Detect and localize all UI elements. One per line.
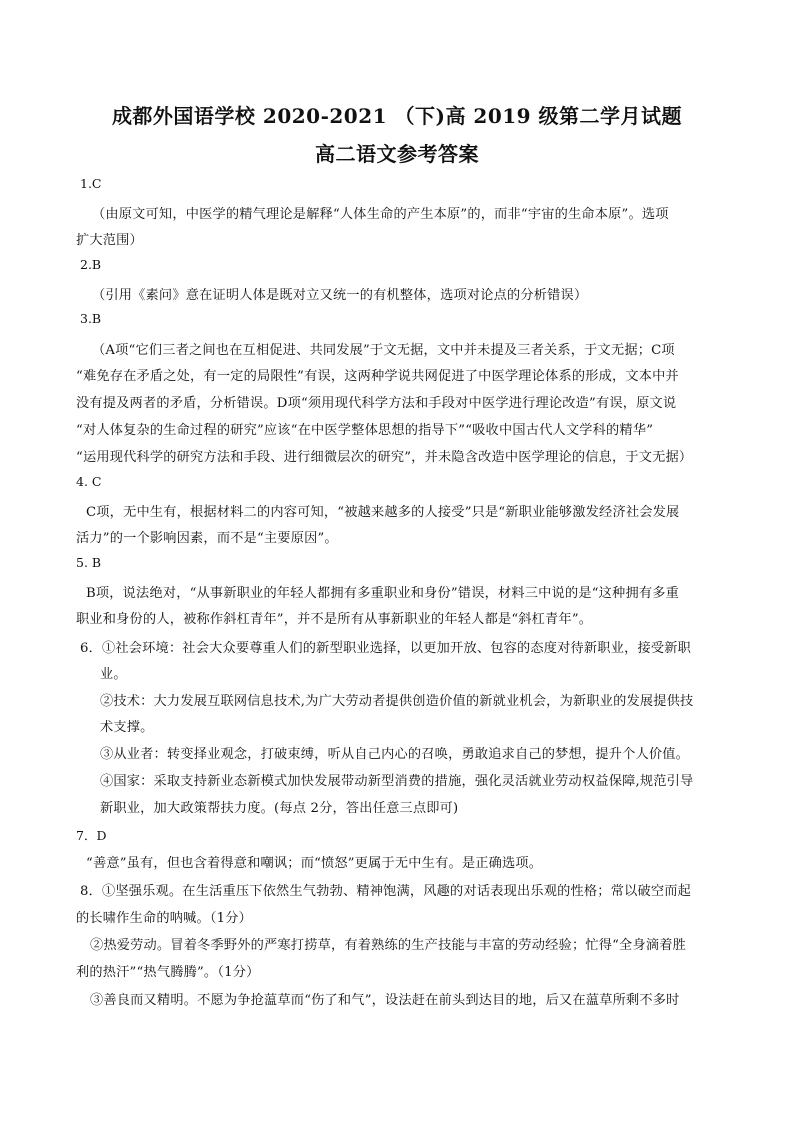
question-6-line: 术支撑。: [100, 720, 154, 735]
question-8-line: 的长啸作生命的呐喊。（1分）: [76, 911, 253, 926]
question-2-line: （引用《素问》意在证明人体是既对立又统一的有机整体，选项对论点的分析错误）: [92, 288, 588, 303]
question-6-line: ④国家：采取支持新业态新模式加快发展带动新型消费的措施，强化灵活就业劳动权益保障,规范引导: [100, 774, 694, 789]
document-title: 成都外国语学校 2020-2021 （下)高 2019 级第二学月试题: [111, 104, 683, 128]
question-3-line: “难免存在矛盾之处，有一定的局限性”有误，这两种学说共网促进了中医学理论体系的形成，文本中并: [76, 369, 679, 384]
question-5-line: 职业和身份的人，被称作斜杠青年”，并不是所有从事新职业的年轻人都是“斜杠青年”。: [76, 612, 593, 627]
question-5-number: 5. B: [76, 555, 102, 570]
question-3-line: （A项“它们三者之间也在互相促进、共同发展”于文无据，文中并未提及三者关系，于文无据；C项: [92, 343, 675, 358]
document-subtitle: 高二语文参考答案: [315, 142, 479, 166]
question-6-line: 业。: [100, 667, 127, 682]
question-1-number: 1.C: [80, 176, 102, 191]
question-6-line: 新职业，加大政策帮扶力度。(每点 2分，答出任意三点即可): [100, 801, 459, 816]
question-8-line: ②热爱劳动。冒着冬季野外的严寒打捞草，有着熟练的生产技能与丰富的劳动经验；忙得“全身滴着胜: [90, 938, 686, 953]
question-3-line: “运用现代科学的研究方法和手段、进行细微层次的研究”，并未隐含改造中医学理论的信息，于文无据）: [76, 450, 693, 465]
question-3-line: 没有提及两者的矛盾，分析错误。D项“须用现代科学方法和手段对中医学进行理论改造”有误，原文说: [76, 396, 677, 411]
question-4-line: C项，无中生有，根据材料二的内容可知，“被越来越多的人接受”只是“新职业能够激发经济社会发展: [86, 505, 680, 520]
question-5-line: B项，说法绝对，“从事新职业的年轻人都拥有多重职业和身份”错误，材料三中说的是“这种拥有多重: [86, 586, 679, 601]
question-7-number: 7．D: [76, 828, 107, 843]
question-6-line: ②技术：大力发展互联网信息技术,为广大劳动者提供创造价值的新就业机会，为新职业的发展提供技: [100, 694, 694, 709]
question-8-line: 8．①坚强乐观。在生活重压下依然生气勃勃、精神饱满，风趣的对话表现出乐观的性格；常以破空而起: [80, 884, 692, 899]
question-3-line: “对人体复杂的生命过程的研究”应该“在中医学整体思想的指导下”“吸收中国古代人文学科的精华”: [76, 423, 654, 438]
question-4-number: 4. C: [76, 474, 102, 489]
question-6-line: 6．①社会环境：社会大众要尊重人们的新型职业选择，以更加开放、包容的态度对待新职业，接受新职: [80, 641, 692, 656]
question-3-number: 3.B: [80, 311, 102, 326]
question-2-number: 2.B: [80, 257, 102, 272]
question-4-line: 活力”的一个影响因素，而不是“主要原因”。: [76, 531, 338, 546]
question-8-line: 利的热汗”“热气腾腾”。（1分）: [76, 965, 260, 980]
question-1-line: 扩大范围）: [76, 233, 143, 248]
question-6-line: ③从业者：转变择业观念，打破束缚，听从自己内心的召唤，勇敢追求自己的梦想，提升个人价值。: [100, 747, 690, 762]
question-1-line: （由原文可知，中医学的精气理论是解释“人体生命的产生本原”的，而非“宇宙的生命本原”。选项: [92, 207, 669, 222]
question-8-line: ③善良而又精明。不愿为争抢蕰草而“伤了和气”，设法赶在前头到达目的地，后又在蕰草所剩不多时: [90, 993, 680, 1008]
question-7-line: “善意”虽有，但也含着得意和嘲讽；而“愤怒”更属于无中生有。是正确选项。: [86, 856, 543, 871]
